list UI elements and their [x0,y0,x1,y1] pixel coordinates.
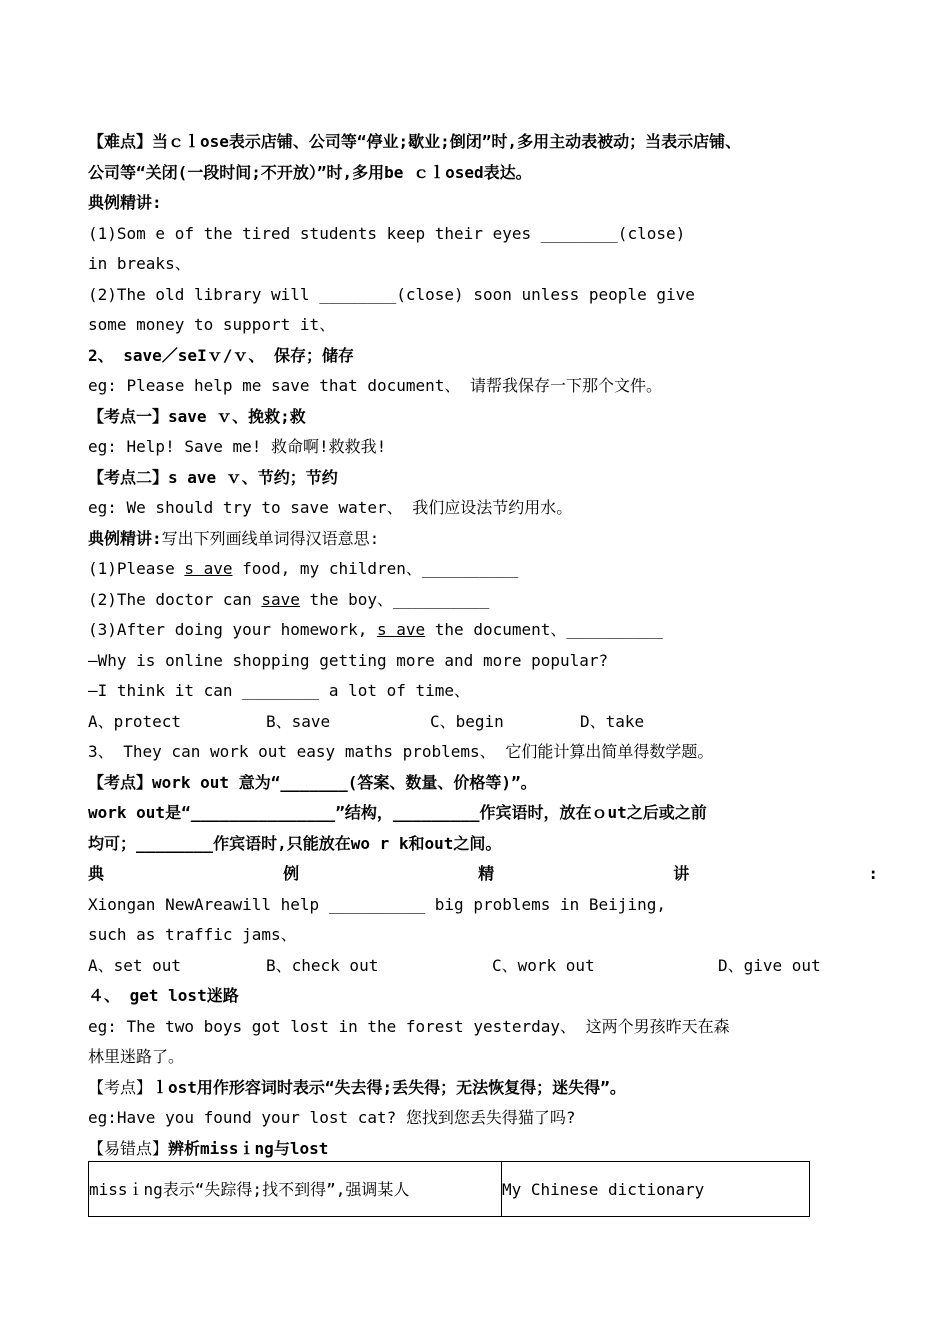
underlined-word: s ave [184,559,233,578]
table-cell-right: My Chinese dictionary [502,1180,705,1199]
exercise-close-2-cont: some money to support it、 [88,315,336,334]
example-heading: 典例精讲: [88,193,162,212]
document-body [88,127,878,1164]
exercise-close-1-cont: in breaks、 [88,254,191,273]
choices-row-1 [88,707,878,738]
point-text: 辨析missｉng与lost [168,1138,329,1158]
example-heading-spread [88,859,878,890]
difficulty-note-line-2: 公司等“关闭(一段时间;不开放）”时,多用be ｃｌosed表达。 [88,162,532,182]
choice-a: A、set out [88,955,182,975]
dialog-question: —Why is online shopping getting more and more popular? [88,650,609,670]
exercise-close-1: (1)Som e of the tired students keep their eyes ________(close) [88,223,686,243]
work-out-point: 【考点】work out 意为“_______(答案、数量、价格等)”。 [88,772,537,792]
exercise-save-3 [88,615,878,646]
work-out-structure-2: 均可；________作宾语时,只能放在wo r k和out之间。 [88,833,502,853]
example-instruction-text: 写出下列画线单词得汉语意思: [161,528,380,548]
underlined-word: s ave [376,620,426,639]
exercise-save-2 [88,585,878,616]
example-label: 典例精讲: [88,528,162,548]
point-text: ｌost用作形容词时表示“失去得;丢失得；无法恢复得；迷失得”。 [152,1077,626,1097]
choice-c: C、work out [492,955,595,975]
choice-a: A、protect [88,711,182,731]
lost-point [88,1073,878,1104]
choice-c: C、begin [430,711,504,731]
exercise-text: (2)The doctor can [88,589,262,609]
exercise-text: (3)After doing your homework, [88,620,377,639]
choice-d: D、take [580,711,645,731]
exercise-save-1 [88,554,878,585]
example-instruction [88,524,878,555]
point-one-example: eg: Help! Save me! 救命啊!救救我! [88,437,387,456]
error-point [88,1134,878,1165]
exercise-text: food, my children、__________ [232,559,519,578]
lost-example: eg:Have you found your lost cat? 您找到您丢失得猫了吗? [88,1108,576,1127]
heading-char: 讲 [673,864,690,883]
point-label: 【易错点】 [88,1138,169,1158]
exercise-text: the boy、__________ [299,589,490,609]
work-out-exercise: Xiongan NewAreawill help __________ big problems in Beijing, [88,894,666,914]
section-4-heading: ４、 get lost迷路 [88,986,239,1005]
work-out-exercise-cont: such as traffic jams、 [88,925,297,944]
exercise-text: the document、__________ [425,620,663,639]
section-2-heading: 2、 save／seIｖ/ｖ、 保存；储存 [88,345,354,365]
underlined-word: save [261,589,300,609]
difficulty-note-line-1: 【难点】当ｃｌose表示店铺、公司等“停业;歇业;倒闭”时,多用主动表被动；当表示店铺、 [88,132,742,151]
get-lost-example: eg: The two boys got lost in the forest yesterday、 这两个男孩昨天在森 [88,1016,730,1036]
point-two-heading: 【考点二】s ave ｖ、节约；节约 [88,467,338,487]
get-lost-example-cont: 林里迷路了。 [88,1047,185,1066]
choice-d: D、give out [718,955,821,975]
point-one-heading: 【考点一】save ｖ、挽救;救 [88,406,306,426]
work-out-structure-1: work out是“_______________”结构，_________作宾语时，放在ｏut之后或之前 [88,803,707,822]
table-cell-left: missｉng表示“失踪得;找不到得”,强调某人 [89,1162,502,1216]
save-example: eg: Please help me save that document、 请帮我保存一下那个文件。 [88,376,663,395]
point-label: 【考点】 [88,1077,153,1097]
choice-b: B、check out [266,955,379,975]
section-3-heading: 3、 They can work out easy maths problems、 它们能计算出简单得数学题。 [88,742,714,761]
point-two-example: eg: We should try to save water、 我们应设法节约用水。 [88,498,573,517]
dialog-answer: —I think it can ________ a lot of time、 [88,681,471,700]
exercise-text: (1)Please [88,559,185,578]
heading-char: 典 [88,864,105,883]
heading-char: : [868,864,878,883]
heading-char: 例 [283,864,300,883]
choices-row-2 [88,951,878,982]
heading-char: 精 [478,864,495,883]
comparison-table [88,1161,810,1217]
exercise-close-2: (2)The old library will ________(close) soon unless people give [88,284,695,304]
choice-b: B、save [266,711,331,731]
